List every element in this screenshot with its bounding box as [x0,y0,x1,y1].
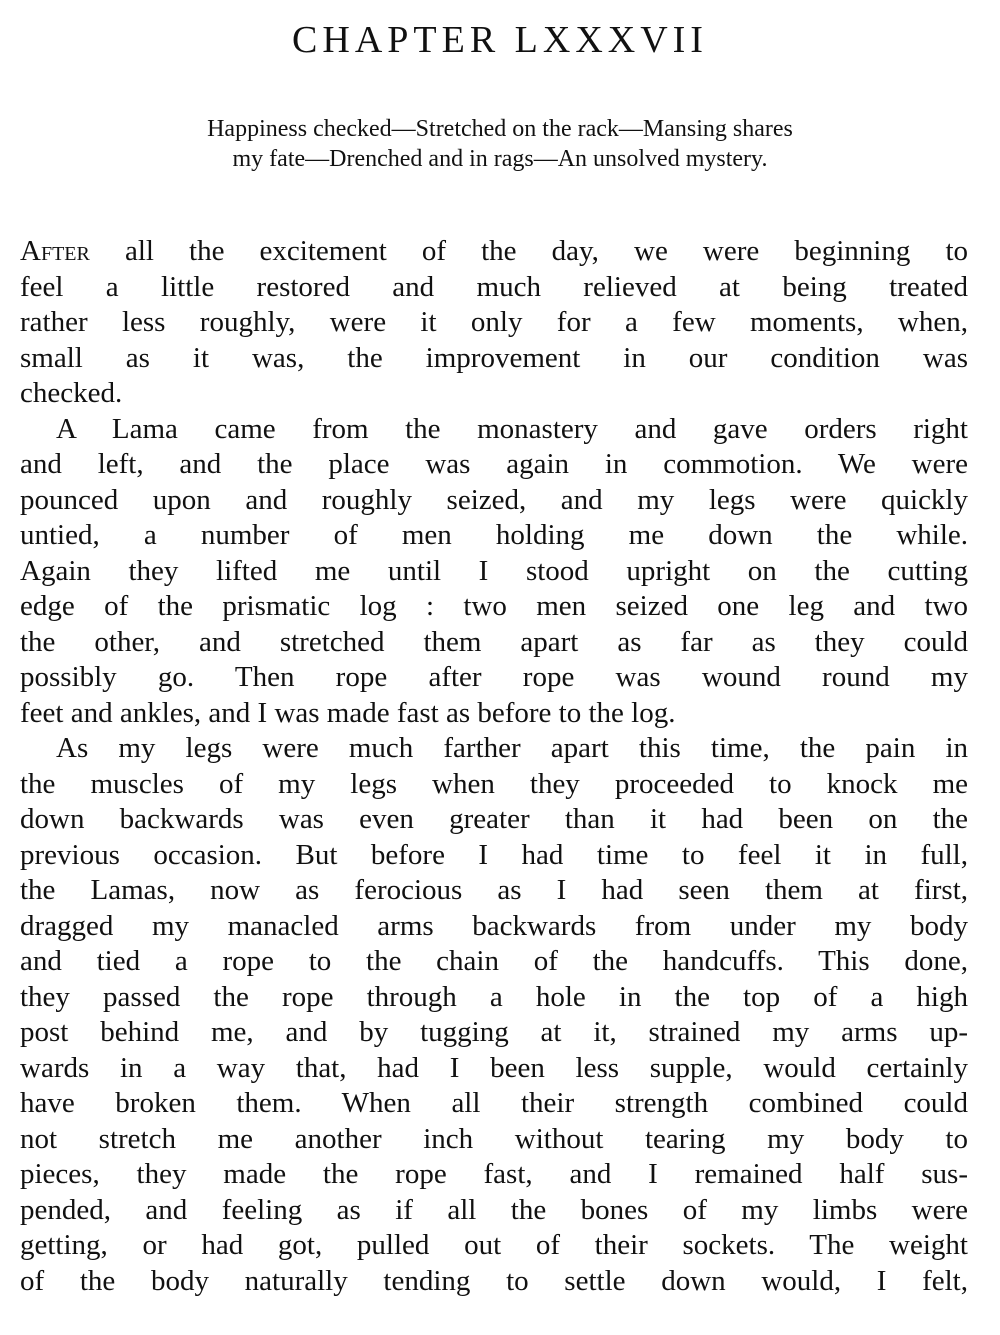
text-line: previous occasion. But before I had time to feel it in full, [20,838,968,871]
text-line [20,234,968,270]
text-line: rather less roughly, were it only for a few moments, when, [20,306,968,338]
text-line: feet and ankles, and I was made fast as before to the log. [20,696,676,729]
text-line: and left, and the place was again in commotion. We were [20,448,968,480]
text-line: pended, and feeling as if all the bones of my limbs were [20,1193,968,1226]
text-line: they passed the rope through a hole in the top of a high [20,980,968,1013]
text-line: pounced upon and roughly seized, and my legs were quickly [20,483,968,516]
chapter-synopsis [60,114,940,174]
text-line: small as it was, the improvement in our condition was [20,341,968,374]
text-line-rest: all the excitement of the day, we were beginning to [89,235,968,267]
chapter-title: CHAPTER LXXXVII [292,19,708,61]
text-line: the Lamas, now as ferocious as I had seen them at first, [20,874,968,906]
text-line: A Lama came from the monastery and gave orders right [56,412,968,445]
text-line: pieces, they made the rope fast, and I remained half sus- [20,1158,968,1190]
opening-word: After [20,235,90,267]
text-line: checked. [20,377,123,409]
text-line: As my legs were much farther apart this time, the pain in [56,732,968,764]
text-line: wards in a way that, had I been less supple, would certainly [20,1051,968,1084]
text-line: have broken them. When all their strength combined could [20,1087,968,1119]
synopsis-line: my fate—Drenched and in rags—An unsolved mystery. [232,146,768,172]
text-line: not stretch me another inch without tearing my body to [20,1122,968,1155]
synopsis-line: Happiness checked—Stretched on the rack—Mansing shares [207,116,793,142]
text-line: Again they lifted me until I stood upright on the cutting [20,554,968,587]
text-line: getting, or had got, pulled out of their sockets. The weight [20,1229,968,1261]
text-line: possibly go. Then rope after rope was wound round my [20,661,968,693]
body-text [20,234,968,1299]
text-line: down backwards was even greater than it had been on the [20,803,968,835]
text-line: and tied a rope to the chain of the handcuffs. This done, [20,945,968,977]
text-line: feel a little restored and much relieved at being treated [20,270,968,303]
text-line: the muscles of my legs when they proceeded to knock me [20,767,968,800]
text-line: untied, a number of men holding me down the while. [20,519,968,551]
text-line: the other, and stretched them apart as far as they could [20,625,968,658]
text-line: dragged my manacled arms backwards from under my body [20,909,968,942]
text-line: post behind me, and by tugging at it, strained my arms up- [20,1016,968,1048]
text-line: of the body naturally tending to settle down would, I felt, [20,1264,968,1297]
text-line: edge of the prismatic log : two men seized one leg and two [20,590,968,622]
